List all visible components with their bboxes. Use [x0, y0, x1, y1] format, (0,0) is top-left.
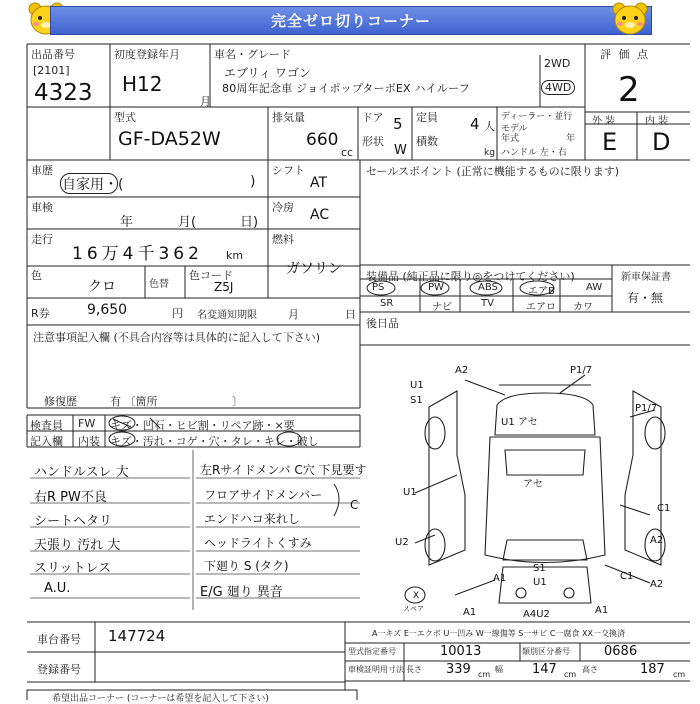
length-value: 339 — [446, 662, 471, 677]
interior-score: D — [652, 128, 671, 156]
recycle-deadline-label: 名変通知期限 — [197, 310, 257, 321]
mark-u1-mid-left: U1 — [403, 487, 417, 498]
history-label: 車歴 — [31, 164, 53, 177]
score-value: 2 — [618, 70, 640, 110]
mileage-unit: km — [226, 249, 244, 262]
dealer-year-label: 年式 — [501, 134, 520, 144]
inspection-year: 年 — [120, 215, 134, 230]
car-name: エブリィ ワゴン — [224, 66, 311, 80]
history-close: ) — [250, 174, 256, 190]
bracket-c-mark: C — [350, 498, 359, 512]
note-floor-member: フロアサイドメンバー — [204, 488, 323, 502]
color-code-value: Z5J — [214, 280, 234, 294]
remarks-label: 後日品 — [366, 317, 399, 330]
color-change-label: 色替 — [149, 279, 169, 290]
mark-a4u2: A4U2 — [523, 609, 550, 620]
drive-2wd: 2WD — [544, 57, 571, 70]
dealer-line1: ディーラー・並行 — [501, 112, 573, 122]
fw-label: FW — [78, 417, 96, 430]
capacity-label: 定員 — [416, 111, 438, 124]
history-value: 自家用・( — [62, 177, 124, 193]
capacity-value: 4 — [470, 115, 480, 133]
class-value: 0686 — [604, 644, 638, 659]
note-side-member: 左Rサイドメンバ C穴 下見要す — [200, 463, 367, 477]
registration-month-unit: 月 — [200, 95, 211, 108]
cooling-value: AC — [310, 207, 330, 223]
note-steering: ハンドルスレ 大 — [34, 465, 129, 480]
equip-tv: TV — [481, 298, 494, 309]
fuel-value: ガソリン — [286, 261, 342, 277]
equipment-circles — [360, 279, 612, 297]
car-name-label: 車名・グレード — [214, 48, 291, 61]
history-circle — [60, 173, 118, 194]
shape-label: 形状 — [362, 135, 384, 148]
width-label: 幅 — [495, 665, 503, 674]
mark-a2-rear: A2 — [650, 579, 664, 590]
inspection-month: 月( — [178, 215, 197, 230]
roof-outline — [495, 393, 595, 435]
equip-aero: エアロ — [526, 302, 556, 313]
lot-number-label: 出品番号 — [31, 48, 75, 61]
color-label: 色 — [31, 269, 42, 282]
mark-body-asse: アセ — [523, 479, 543, 490]
recycle-unit: 円 — [172, 307, 183, 320]
note-underbody: 下廻り S (タク) — [204, 559, 289, 573]
width-unit: cm — [564, 670, 577, 679]
color-value: クロ — [88, 279, 116, 295]
score-label: 評 価 点 — [600, 48, 650, 61]
note-ceiling: 天張り 汚れ 大 — [34, 538, 121, 553]
plate-label: 登録番号 — [37, 663, 81, 676]
banner-title: 完全ゼロ切りコーナー — [270, 12, 431, 30]
displacement-value: 660 — [306, 130, 339, 150]
mark-a1-left-rear: A1 — [493, 573, 507, 584]
car-damage-diagram — [395, 355, 690, 620]
length-unit: cm — [478, 670, 491, 679]
note-engine: E/G 廻り 異音 — [200, 585, 283, 600]
inspector-label: 検査員 — [30, 419, 63, 432]
mark-p17-right: P1/7 — [635, 403, 658, 414]
model-label: 型式 — [114, 111, 136, 124]
damage-legend: A一キズ E一エクボ U一凹み W一線傷等 S一サビ C一腐食 XX一交換済 — [372, 629, 626, 638]
mark-p17-top: P1/7 — [570, 365, 593, 376]
model-value: GF-DA52W — [118, 128, 221, 150]
shift-value: AT — [310, 175, 328, 191]
note-power-window: 右R PW不良 — [34, 490, 107, 505]
dimension-label: 車検証明用寸法 — [348, 665, 404, 674]
width-value: 147 — [532, 662, 557, 677]
windshield — [505, 450, 585, 475]
chassis-value: 147724 — [108, 627, 166, 645]
displacement-unit: cc — [341, 146, 354, 159]
handle-side: ハンドル 左・右 — [501, 148, 567, 158]
equip-aw: AW — [586, 282, 603, 293]
dealer-year-unit: 年 — [566, 134, 576, 144]
notes-label: 注意事項記入欄 (不具合内容等は具体的に記入して下さい) — [33, 331, 321, 344]
doors-value: 5 — [393, 115, 403, 133]
height-unit: cm — [673, 670, 686, 679]
car-grade: 80周年記念車 ジョイポップターボEX ハイルーフ — [222, 82, 470, 95]
body-outline — [485, 437, 605, 563]
recycle-deadline-month: 月 — [288, 308, 299, 321]
class-label: 類別区分番号 — [522, 647, 570, 656]
capacity-unit: 人 — [484, 120, 495, 133]
footer-corner-label: 希望出品コーナー (コーナーは希望を記入して下さい) — [52, 694, 269, 704]
mark-a1-bottom: A1 — [463, 607, 477, 618]
doors-label: ドア — [362, 111, 384, 124]
mark-c1-right: C1 — [657, 503, 671, 514]
interior-check-label: 内装 — [78, 435, 100, 448]
drive-4wd: 4WD — [541, 80, 575, 95]
length-label: 長さ — [406, 665, 422, 674]
mark-a1-right-rear: A1 — [595, 605, 609, 616]
recycle-label: R券 — [31, 307, 50, 320]
mileage-value: 16万4千362 — [72, 244, 203, 264]
interior-check-text: キズ・汚れ・コゲ・穴・タレ・キレ・破し — [110, 435, 319, 448]
inspector-marks — [105, 415, 360, 447]
note-seat: シートヘタリ — [34, 514, 113, 529]
mark-a2-right: A2 — [650, 535, 664, 546]
recycle-deadline-day: 日 — [345, 308, 356, 321]
equip-navi: ナビ — [432, 302, 452, 313]
rear-window — [503, 540, 587, 560]
mark-u1-roof: U1 アセ — [501, 417, 538, 428]
recycle-value: 9,650 — [87, 302, 128, 318]
repair-label: 修復歴 — [44, 395, 77, 408]
fuel-label: 燃料 — [272, 233, 294, 246]
equip-pw: PW — [428, 282, 444, 293]
inspector-entry-label: 記入欄 — [30, 435, 63, 448]
exterior-label: 外 装 — [592, 116, 616, 127]
mark-c1-rear: C1 — [620, 571, 634, 582]
repair-close: 〕 — [232, 395, 243, 408]
equipment-label: 装備品 (純正品に限り◎をつけてください) — [366, 270, 575, 283]
dealer-model: モデル — [501, 124, 528, 134]
mark-s1-left: S1 — [410, 395, 423, 406]
equip-airbag: エアB — [528, 286, 555, 297]
note-headlight: ヘッドライトくすみ — [204, 536, 312, 550]
new-car-warranty-label: 新車保証書 — [621, 272, 671, 283]
equip-leather: カワ — [573, 302, 593, 313]
mileage-label: 走行 — [31, 233, 53, 246]
inspection-day: 日) — [240, 215, 259, 230]
color-code-label: 色コード — [189, 269, 233, 282]
registration-year: H12 — [122, 72, 163, 96]
note-slit: スリットレス — [34, 561, 112, 576]
lot-code: [2101] — [33, 64, 70, 77]
spare-label: スペア — [403, 605, 424, 613]
type-spec-label: 型式指定番号 — [348, 647, 396, 656]
equip-abs: ABS — [478, 282, 498, 293]
note-end-box: エンドハコ来れし — [204, 512, 300, 526]
chassis-label: 車台番号 — [37, 633, 81, 646]
load-label: 積数 — [416, 135, 438, 148]
equip-ps: PS — [372, 282, 385, 293]
mark-u1-left: U1 — [410, 380, 424, 391]
exterior-score: E — [602, 128, 618, 156]
equip-sr: SR — [380, 298, 394, 309]
lot-number: 4323 — [34, 80, 93, 106]
type-spec-value: 10013 — [440, 644, 482, 659]
cooling-label: 冷房 — [272, 201, 294, 214]
load-unit: kg — [484, 148, 495, 158]
height-label: 高さ — [582, 665, 598, 674]
sales-point-label: セールスポイント (正常に機能するものに限ります) — [366, 165, 620, 178]
registration-label: 初度登録年月 — [114, 48, 180, 61]
displacement-label: 排気量 — [272, 111, 305, 124]
fw-check-text: キズ・凹石・ヒビ割・リペア跡・×要 — [110, 419, 295, 432]
mark-u2-left: U2 — [395, 537, 409, 548]
interior-label: 内 装 — [645, 116, 669, 127]
inspection-label: 車検 — [31, 201, 53, 214]
mark-a2-top: A2 — [455, 365, 469, 376]
height-value: 187 — [640, 662, 665, 677]
shift-label: シフト — [272, 164, 305, 177]
mark-u1-rear: U1 — [533, 577, 547, 588]
note-au: A.U. — [44, 581, 71, 596]
mark-x-spare: X — [413, 591, 420, 601]
new-car-warranty-value: 有・無 — [627, 291, 664, 305]
mark-s1-rear: S1 — [533, 563, 546, 574]
shape-value: W — [394, 143, 407, 158]
repair-value: 有 〔箇所 — [110, 395, 158, 408]
